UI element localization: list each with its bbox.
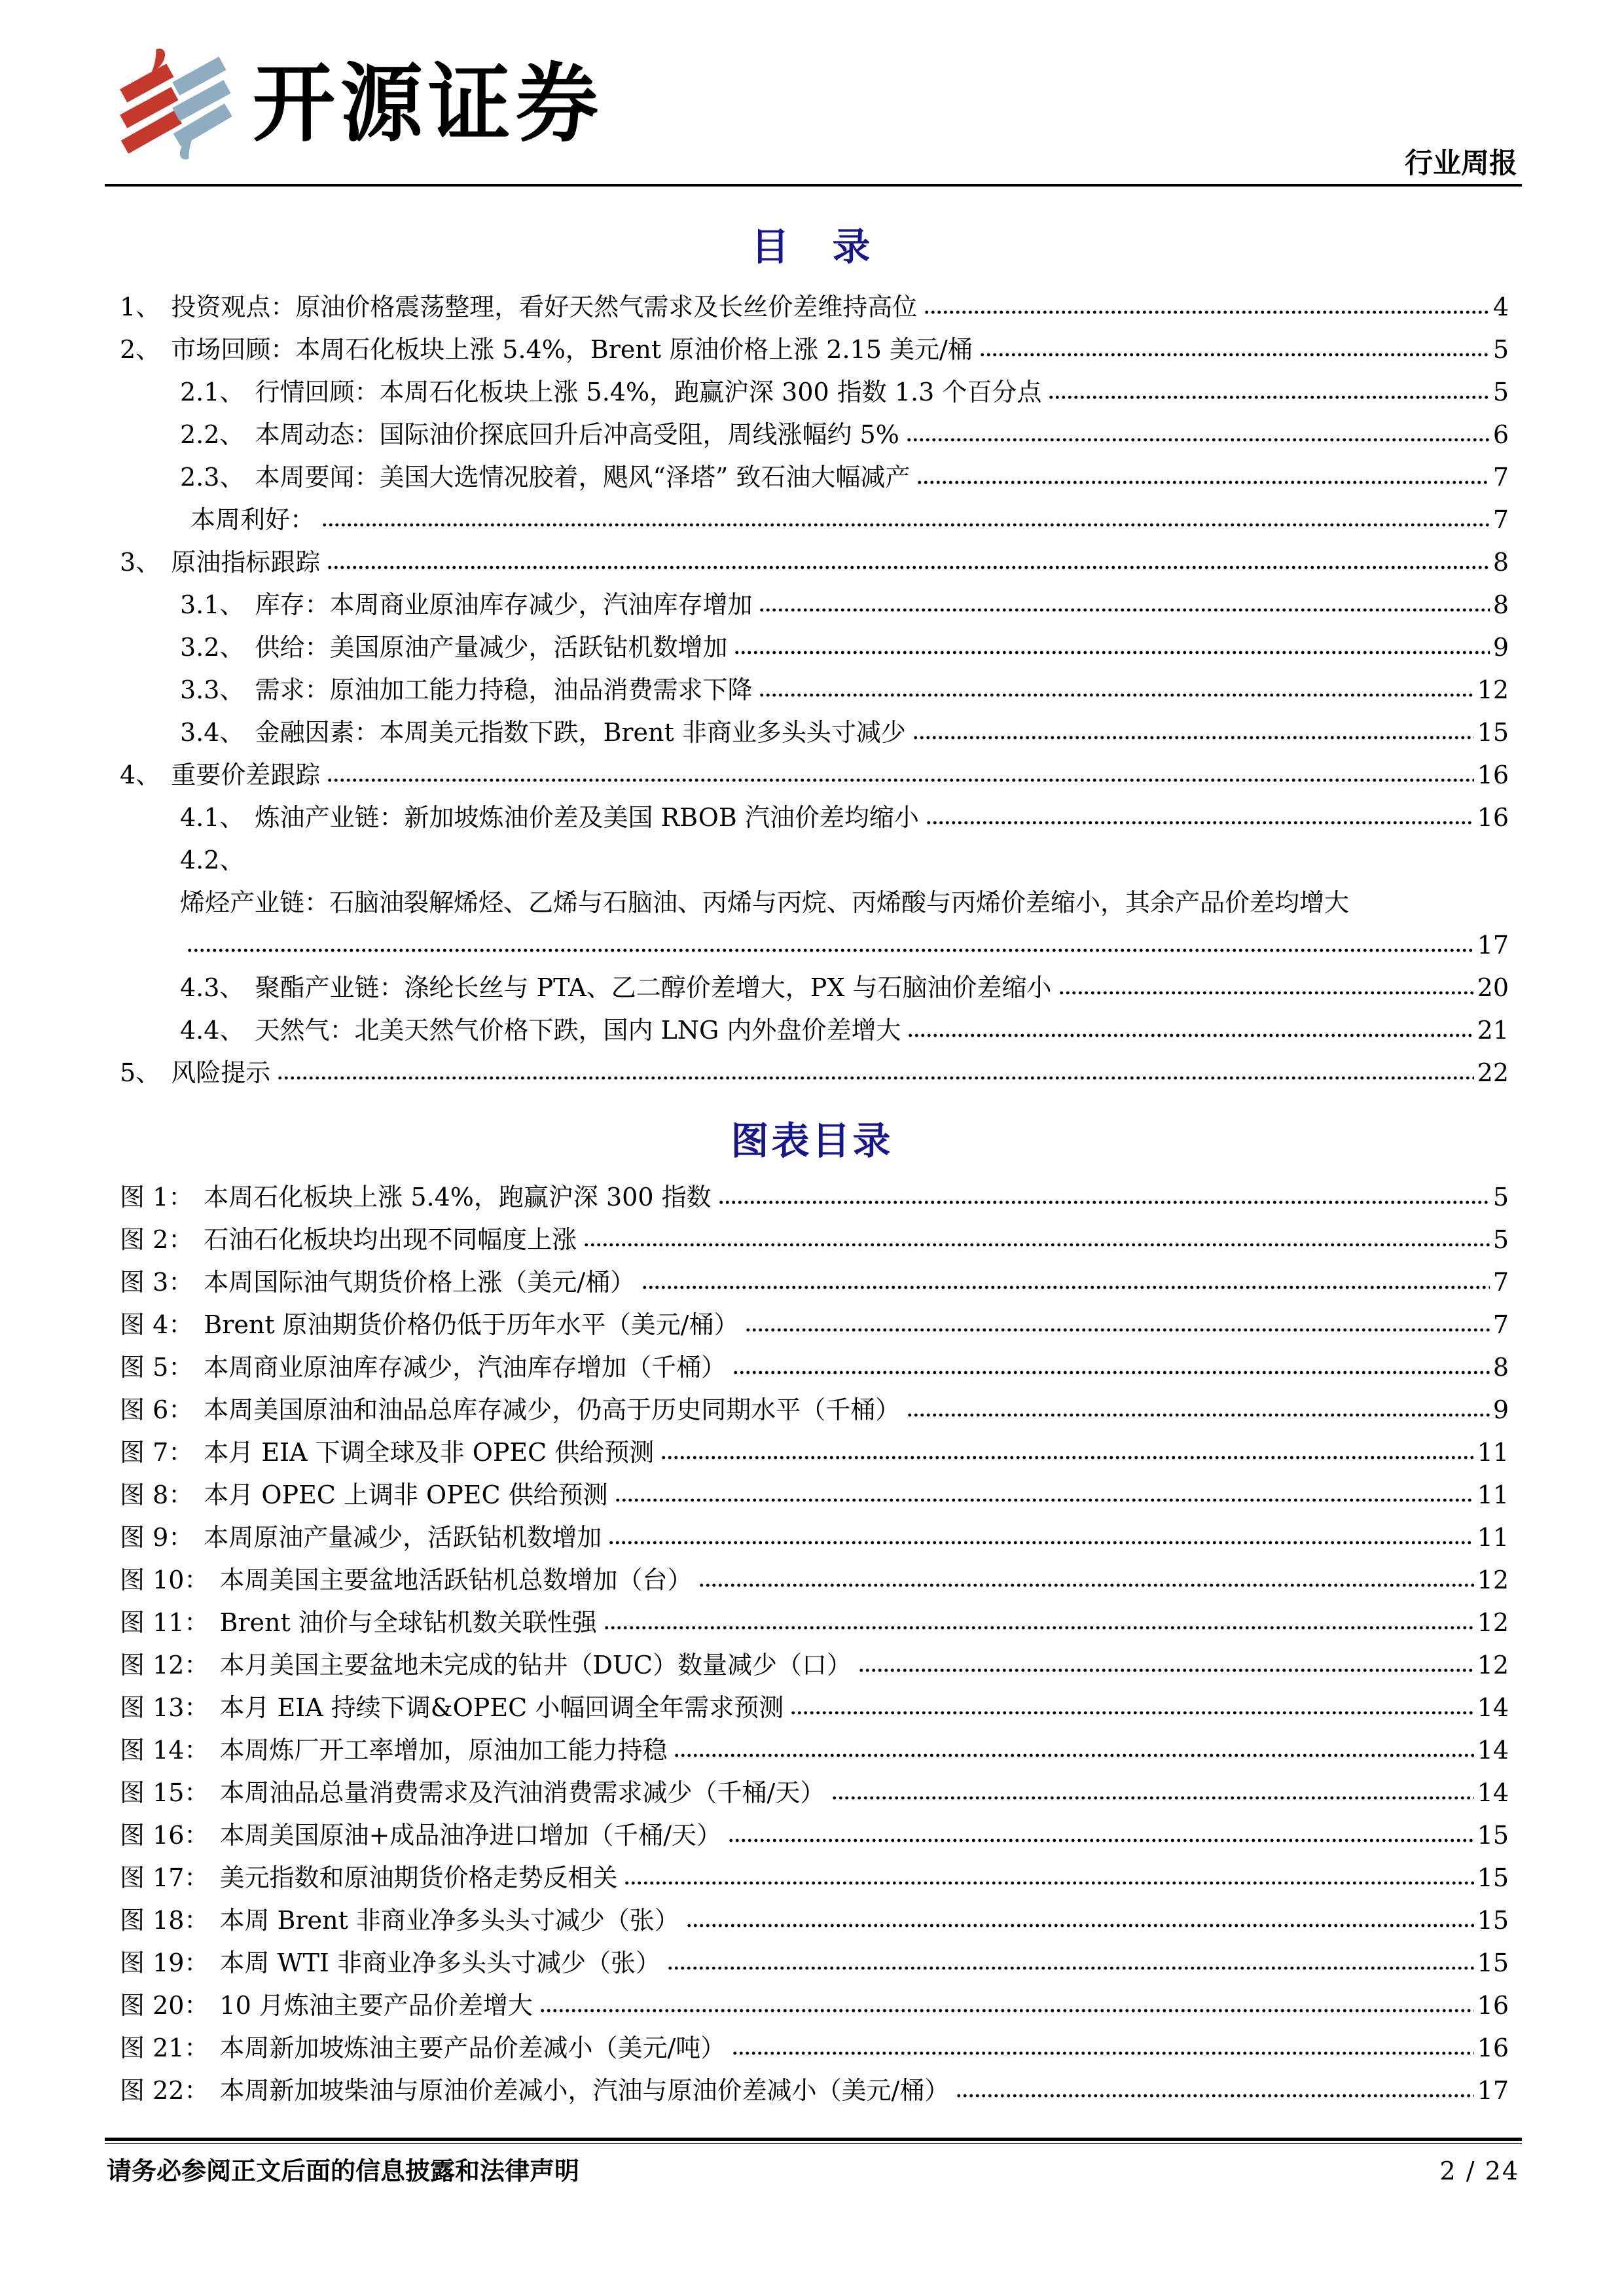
figure-item-title: 美元指数和原油期货价格走势反相关 — [219, 1863, 618, 1892]
toc-item-title: 重要价差跟踪 — [171, 761, 321, 789]
figure-item-title: Brent 原油期货价格仍低于历年水平（美元/桶） — [204, 1310, 739, 1339]
toc-row — [120, 541, 1509, 584]
figure-item-title: 本周原油产量减少，活跃钻机数增加 — [204, 1523, 602, 1552]
toc-item-title: 库存：本周商业原油库存减少，汽油库存增加 — [255, 590, 753, 619]
toc-row — [120, 584, 1509, 626]
brand-logo — [117, 46, 604, 162]
figure-item-page-number: 15 — [1477, 1821, 1509, 1850]
figure-item-number: 图 7： — [120, 1438, 194, 1467]
figure-item-number: 图 20： — [120, 1991, 209, 2020]
toc-item-page-number: 12 — [1477, 675, 1509, 704]
header-rule — [105, 184, 1522, 187]
dot-leader — [539, 2007, 1474, 2014]
toc-item-title: 风险提示 — [171, 1058, 271, 1087]
figure-item-number: 图 21： — [120, 2034, 209, 2062]
dot-leader — [686, 1922, 1474, 1929]
dot-leader — [327, 777, 1473, 783]
dot-leader — [624, 1880, 1473, 1886]
dot-leader — [641, 1284, 1490, 1291]
dot-leader — [674, 1752, 1473, 1759]
figure-item-title: 本周油品总量消费需求及汽油消费需求减少（千桶/天） — [219, 1778, 825, 1807]
figure-item-page-number: 17 — [1477, 2076, 1509, 2105]
toc-item-title: 本周动态：国际油价探底回升后冲高受阻，周线涨幅约 5% — [255, 420, 899, 449]
toc-item-page-number: 7 — [1492, 463, 1509, 492]
figure-item-page-number: 7 — [1492, 1268, 1509, 1297]
figure-row — [120, 1474, 1509, 1516]
toc-title: 目 录 — [751, 224, 873, 269]
figure-item-number: 图 13： — [120, 1693, 209, 1722]
dot-leader — [912, 734, 1474, 741]
dot-leader — [734, 649, 1489, 656]
dot-leader — [916, 479, 1489, 486]
toc-row — [120, 456, 1509, 499]
dot-leader — [790, 1710, 1473, 1716]
figure-row — [120, 1814, 1509, 1857]
toc-item-number: 1、 — [120, 293, 161, 321]
toc-item-page-number: 5 — [1492, 335, 1509, 364]
figure-item-number: 图 1： — [120, 1183, 194, 1211]
dot-leader — [615, 1497, 1474, 1503]
brand-logo-icon — [117, 46, 233, 162]
toc-row — [120, 499, 1509, 541]
dot-leader — [604, 1624, 1474, 1631]
toc-row — [120, 839, 1509, 967]
figure-item-number: 图 19： — [120, 1948, 209, 1977]
toc-item-number: 3.4、 — [180, 718, 245, 747]
dot-leader — [926, 819, 1474, 826]
dot-leader — [759, 607, 1489, 613]
toc-item-page-number: 16 — [1477, 803, 1509, 832]
toc-item-title: 金融因素：本周美元指数下跌，Brent 非商业多头头寸减少 — [255, 718, 906, 747]
figure-item-page-number: 5 — [1492, 1225, 1509, 1254]
figure-item-title: 本周美国原油和油品总库存减少，仍高于历史同期水平（千桶） — [204, 1395, 901, 1424]
report-type-label: 行业周报 — [1405, 147, 1517, 180]
dot-leader — [728, 1837, 1474, 1844]
figure-item-number: 图 10： — [120, 1566, 209, 1594]
figures-title: 图表目录 — [731, 1119, 893, 1163]
figure-item-page-number: 9 — [1492, 1395, 1509, 1424]
figure-row — [120, 1644, 1509, 1687]
figure-item-number: 图 5： — [120, 1353, 194, 1382]
figure-row — [120, 1389, 1509, 1431]
figure-item-page-number: 15 — [1477, 1948, 1509, 1977]
toc-row — [120, 711, 1509, 754]
toc-item-number: 4.1、 — [180, 803, 245, 832]
toc-row — [120, 797, 1509, 839]
toc-row — [120, 371, 1509, 414]
figure-item-page-number: 11 — [1477, 1480, 1509, 1509]
figure-item-title: 本周商业原油库存减少，汽油库存增加（千桶） — [204, 1353, 727, 1382]
figure-item-title: 本周美国原油+成品油净进口增加（千桶/天） — [219, 1821, 722, 1850]
toc-item-title: 行情回顾：本周石化板块上涨 5.4%，跑赢沪深 300 指数 1.3 个百分点 — [255, 378, 1042, 406]
dot-leader — [906, 437, 1490, 443]
figure-item-number: 图 16： — [120, 1821, 209, 1850]
figure-item-number: 图 15： — [120, 1778, 209, 1807]
dot-leader — [858, 1667, 1474, 1674]
figure-item-page-number: 14 — [1477, 1693, 1509, 1722]
figure-item-title: 本月 EIA 持续下调&OPEC 小幅回调全年需求预测 — [219, 1693, 784, 1722]
figure-item-title: 本周 WTI 非商业净多头头寸减少（张） — [219, 1948, 661, 1977]
toc-row — [120, 669, 1509, 711]
figure-row — [120, 1431, 1509, 1474]
toc-item-number: 4.4、 — [180, 1016, 245, 1045]
figure-item-page-number: 11 — [1477, 1438, 1509, 1467]
figure-item-title: 本周 Brent 非商业净多头头寸减少（张） — [219, 1906, 679, 1935]
figure-row — [120, 1942, 1509, 1984]
figure-item-number: 图 3： — [120, 1268, 194, 1297]
figure-item-page-number: 7 — [1492, 1310, 1509, 1339]
figure-row — [120, 1772, 1509, 1814]
figure-item-title: 本周新加坡炼油主要产品价差减小（美元/吨） — [219, 2034, 726, 2062]
figure-item-page-number: 14 — [1477, 1736, 1509, 1765]
dot-leader — [745, 1327, 1489, 1333]
toc-item-title: 烯烃产业链：石脑油裂解烯烃、乙烯与石脑油、丙烯与丙烷、丙烯酸与丙烯价差缩小，其余产品价差均增大 — [180, 888, 1350, 917]
figure-row — [120, 1899, 1509, 1942]
figures-list — [120, 1176, 1509, 2112]
figure-row — [120, 1261, 1509, 1304]
toc-item-page-number: 20 — [1477, 973, 1509, 1002]
figure-item-title: 本周新加坡柴油与原油价差减小，汽油与原油价差减小（美元/桶） — [219, 2076, 950, 2105]
figure-item-number: 图 6： — [120, 1395, 194, 1424]
toc-item-page-number: 5 — [1492, 378, 1509, 406]
toc-item-number: 2.1、 — [180, 378, 245, 406]
toc-row — [120, 1052, 1509, 1094]
footer — [107, 2151, 1519, 2187]
figure-row — [120, 1857, 1509, 1899]
figure-item-number: 图 17： — [120, 1863, 209, 1892]
figure-row — [120, 1559, 1509, 1602]
toc-item-page-number: 21 — [1477, 1016, 1509, 1045]
dot-leader — [321, 522, 1490, 528]
figure-row — [120, 2070, 1509, 2112]
toc-item-page-number: 4 — [1492, 293, 1509, 321]
figure-item-page-number: 8 — [1492, 1353, 1509, 1382]
dot-leader — [732, 2050, 1473, 2056]
dot-leader — [979, 351, 1490, 358]
toc-row — [120, 1009, 1509, 1052]
dot-leader — [277, 1075, 1473, 1081]
figure-item-title: 10 月炼油主要产品价差增大 — [219, 1991, 533, 2020]
toc-item-number: 3.3、 — [180, 675, 245, 704]
toc-item-page-number: 17 — [1477, 931, 1509, 960]
figure-item-page-number: 16 — [1477, 1991, 1509, 2020]
toc-row — [120, 286, 1509, 329]
dot-leader — [924, 309, 1490, 315]
dot-leader — [956, 2092, 1473, 2099]
dot-leader — [1048, 394, 1489, 401]
toc-item-number: 2.3、 — [180, 463, 245, 492]
figure-item-title: Brent 油价与全球钻机数关联性强 — [219, 1608, 597, 1637]
footer-rule — [105, 2138, 1522, 2144]
toc-item-number: 5、 — [120, 1058, 161, 1087]
toc-item-number: 2.2、 — [180, 420, 245, 449]
toc-row — [120, 754, 1509, 797]
figure-item-page-number: 12 — [1477, 1566, 1509, 1594]
disclaimer-text: 请务必参阅正文后面的信息披露和法律声明 — [107, 2156, 580, 2185]
figure-item-page-number: 11 — [1477, 1523, 1509, 1552]
figure-item-number: 图 2： — [120, 1225, 194, 1254]
figure-item-number: 图 8： — [120, 1480, 194, 1509]
figure-item-page-number: 15 — [1477, 1906, 1509, 1935]
toc-item-number: 2、 — [120, 335, 161, 364]
toc-item-number: 4、 — [120, 761, 161, 789]
figure-item-number: 图 9： — [120, 1523, 194, 1552]
dot-leader — [907, 1412, 1490, 1418]
dot-leader — [327, 564, 1490, 571]
figure-item-page-number: 12 — [1477, 1608, 1509, 1637]
toc-item-page-number: 22 — [1477, 1058, 1509, 1087]
dot-leader — [732, 1369, 1490, 1376]
dot-leader — [759, 692, 1473, 698]
figure-item-number: 图 12： — [120, 1651, 209, 1679]
figure-item-title: 本周石化板块上涨 5.4%，跑赢沪深 300 指数 — [204, 1183, 712, 1211]
figure-row — [120, 1176, 1509, 1219]
toc-item-page-number: 6 — [1492, 420, 1509, 449]
toc-row — [120, 414, 1509, 456]
figure-item-title: 本周美国主要盆地活跃钻机总数增加（台） — [219, 1566, 693, 1594]
figure-item-page-number: 15 — [1477, 1863, 1509, 1892]
figure-item-title: 本周炼厂开工率增加，原油加工能力持稳 — [219, 1736, 668, 1765]
dot-leader — [831, 1795, 1473, 1801]
figure-row — [120, 2027, 1509, 2070]
figure-item-number: 图 22： — [120, 2076, 209, 2105]
figure-row — [120, 1729, 1509, 1772]
dot-leader — [608, 1539, 1473, 1546]
toc-item-title: 本周要闻：美国大选情况胶着，飓风“泽塔” 致石油大幅减产 — [255, 463, 911, 492]
figure-row — [120, 1984, 1509, 2027]
figure-row — [120, 1304, 1509, 1346]
figure-item-number: 图 14： — [120, 1736, 209, 1765]
toc-item-title: 市场回顾：本周石化板块上涨 5.4%，Brent 原油价格上涨 2.15 美元/桶 — [171, 335, 973, 364]
toc-item-title: 供给：美国原油产量减少，活跃钻机数增加 — [255, 633, 728, 662]
dot-leader — [907, 1032, 1473, 1039]
figure-row — [120, 1346, 1509, 1389]
brand-name: 开源证券 — [253, 54, 604, 154]
toc-item-page-number: 8 — [1492, 548, 1509, 577]
toc-item-title: 本周利好： — [190, 505, 316, 534]
dot-leader — [583, 1242, 1490, 1248]
toc-item-page-number: 9 — [1492, 633, 1509, 662]
dot-leader — [1058, 990, 1474, 996]
toc-item-number: 3.2、 — [180, 633, 245, 662]
figure-row — [120, 1516, 1509, 1559]
toc-item-page-number: 15 — [1477, 718, 1509, 747]
figure-item-title: 石油石化板块均出现不同幅度上涨 — [204, 1225, 577, 1254]
dot-leader — [698, 1582, 1473, 1588]
toc-item-page-number: 8 — [1492, 590, 1509, 619]
figure-item-title: 本月美国主要盆地未完成的钻井（DUC）数量减少（口） — [219, 1651, 852, 1679]
dot-leader — [187, 947, 1474, 954]
figure-item-number: 图 4： — [120, 1310, 194, 1339]
toc-list — [120, 286, 1509, 1094]
toc-item-number: 3、 — [120, 548, 161, 577]
toc-item-number: 3.1、 — [180, 590, 245, 619]
toc-item-title: 聚酯产业链：涤纶长丝与 PTA、乙二醇价差增大，PX 与石脑油价差缩小 — [255, 973, 1052, 1002]
dot-leader — [718, 1199, 1490, 1206]
toc-item-title: 投资观点：原油价格震荡整理，看好天然气需求及长丝价差维持高位 — [171, 293, 918, 321]
toc-item-title: 天然气：北美天然气价格下跌，国内 LNG 内外盘价差增大 — [255, 1016, 901, 1045]
toc-item-number: 4.2、 — [180, 846, 245, 874]
figure-item-title: 本月 EIA 下调全球及非 OPEC 供给预测 — [204, 1438, 655, 1467]
toc-item-title: 需求：原油加工能力持稳，油品消费需求下降 — [255, 675, 753, 704]
toc-row — [120, 626, 1509, 669]
dot-leader — [660, 1454, 1473, 1461]
figure-item-page-number: 12 — [1477, 1651, 1509, 1679]
figure-item-number: 图 11： — [120, 1608, 209, 1637]
figure-item-number: 图 18： — [120, 1906, 209, 1935]
figure-item-title: 本月 OPEC 上调非 OPEC 供给预测 — [204, 1480, 608, 1509]
toc-item-page-number: 16 — [1477, 761, 1509, 789]
toc-row — [120, 329, 1509, 371]
figure-item-page-number: 16 — [1477, 2034, 1509, 2062]
page-indicator: 2 / 24 — [1439, 2157, 1519, 2185]
toc-item-number: 4.3、 — [180, 973, 245, 1002]
figure-row — [120, 1687, 1509, 1729]
dot-leader — [667, 1965, 1474, 1971]
figure-item-title: 本周国际油气期货价格上涨（美元/桶） — [204, 1268, 636, 1297]
figure-item-page-number: 14 — [1477, 1778, 1509, 1807]
figure-row — [120, 1602, 1509, 1644]
toc-item-title: 原油指标跟踪 — [171, 548, 321, 577]
figure-item-page-number: 5 — [1492, 1183, 1509, 1211]
toc-item-title: 炼油产业链：新加坡炼油价差及美国 RBOB 汽油价差均缩小 — [255, 803, 919, 832]
toc-item-page-number: 7 — [1492, 505, 1509, 534]
figure-row — [120, 1219, 1509, 1261]
toc-row — [120, 967, 1509, 1009]
